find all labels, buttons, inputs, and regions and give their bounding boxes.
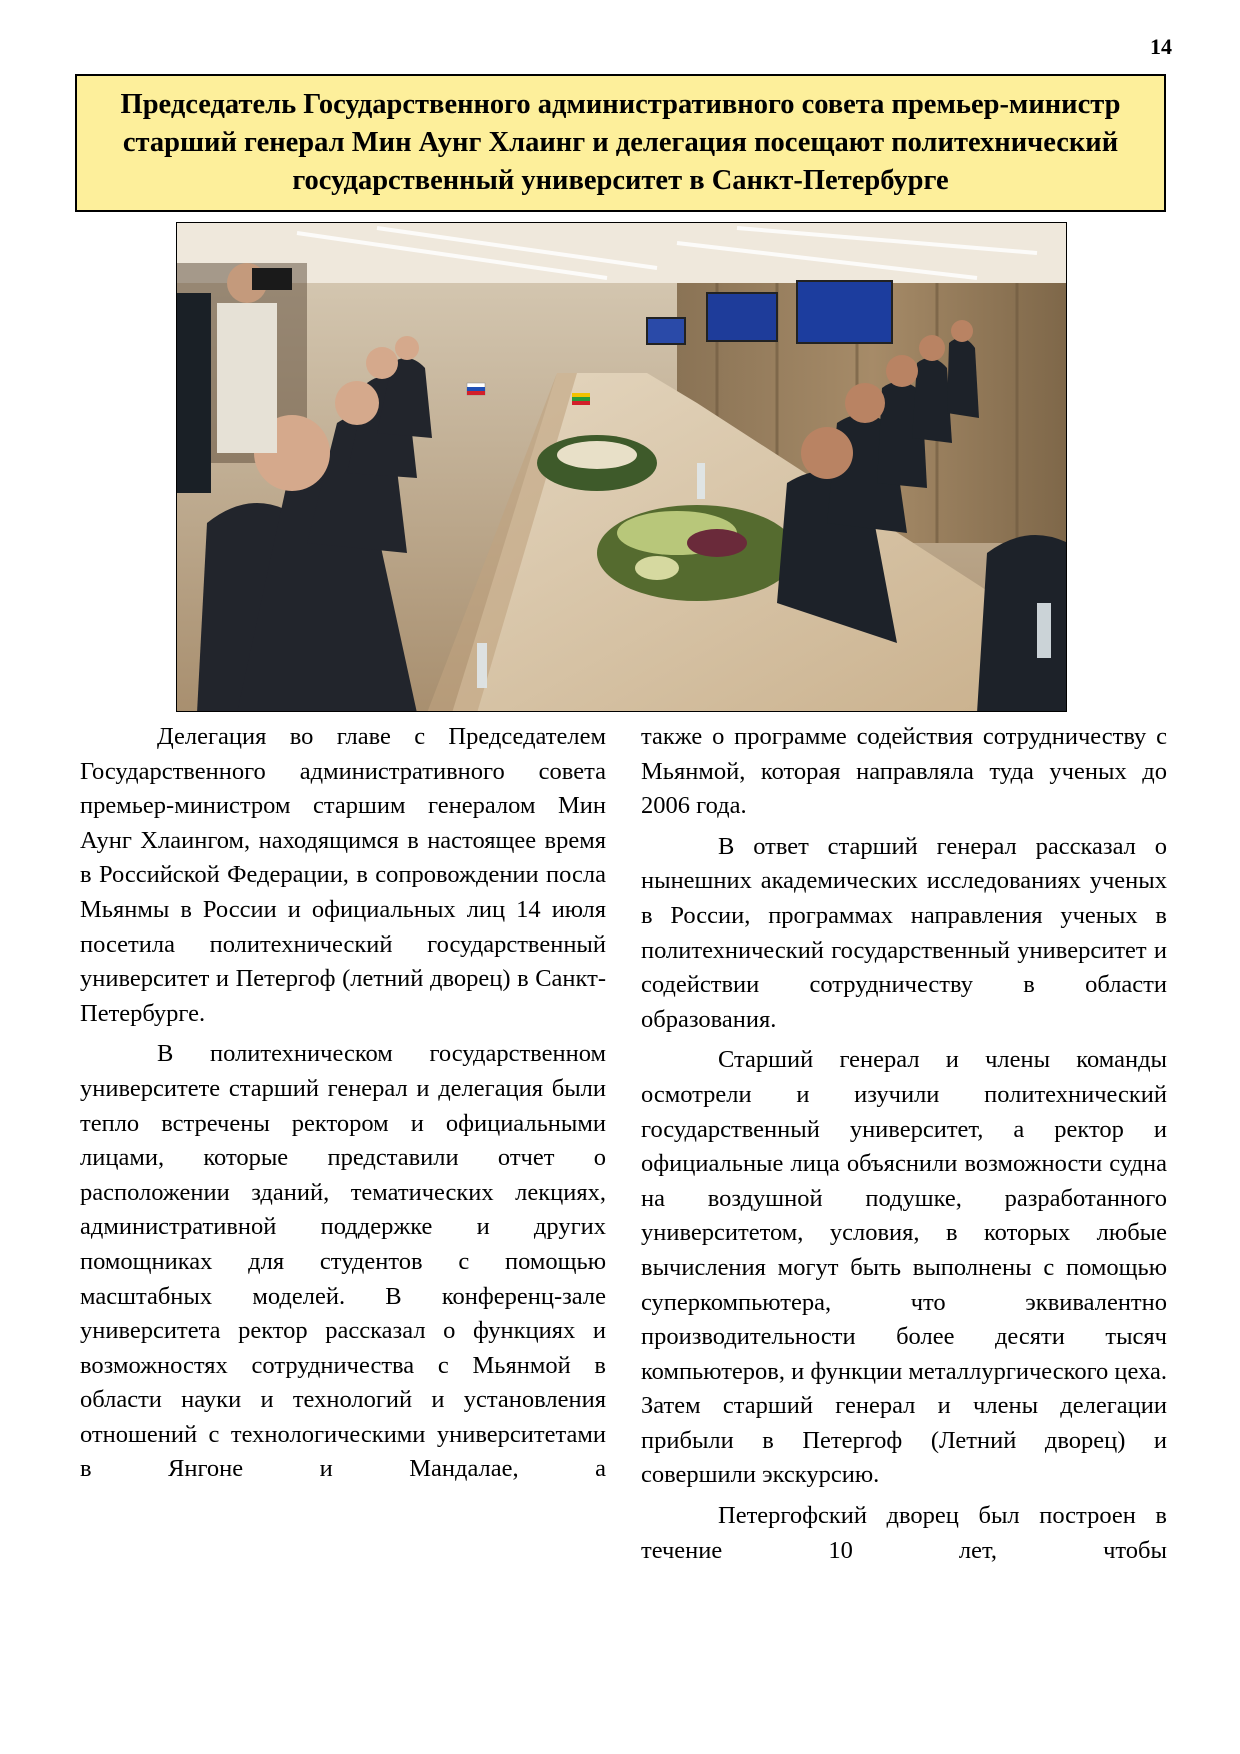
paragraph: В политехническом государственном университете старший генерал и делегация были тепло встречены ректором и официальными лицами, которые представили отчет о расположении зданий, тематических лекциях, административной поддержке и других помощниках для студентов с помощью масштабных моделей. В конференц-зале университета ректор рассказал о функциях и возможностях сотрудничества с Мьянмой в области науки и технологий и установления отношений с технологическими университетами в Янгоне и Мандалае, а bbox=[80, 1040, 606, 1483]
page-number: 14 bbox=[1150, 34, 1172, 59]
paragraph: также о программе содействия сотрудничеству с Мьянмой, которая направляла туда ученых до 2006 года. bbox=[641, 723, 1167, 820]
article-title-box bbox=[75, 74, 1166, 212]
paragraph: Старший генерал и члены команды осмотрели и изучили политехнический государственный университет, а ректор и официальные лица объяснили возможности судна на воздушной подушке, разработанного университетом, условия, в которых любые вычисления могут быть выполнены с помощью суперкомпьютера, что эквивалентно производительности более десяти тысяч компьютеров, и функции металлургического цеха. Затем старший генерал и члены делегации прибыли в Петергоф (Летний дворец) и совершили экскурсию. bbox=[641, 1046, 1167, 1489]
paragraph: Делегация во главе с Председателем Государственного административного совета премьер-министром старшим генералом Мин Аунг Хлаингом, находящимся в настоящее время в Российской Федерации, в сопровождении посла Мьянмы в России и официальных лиц 14 июля посетила политехнический государственный университет и Петергоф (летний дворец) в Санкт-Петербурге. bbox=[80, 723, 606, 1027]
meeting-photo bbox=[176, 222, 1067, 712]
paragraph: В ответ старший генерал рассказал о нынешних академических исследованиях ученых в России, программах направления ученых в политехнический государственный университет и содействии сотрудничеству в области образования. bbox=[641, 832, 1167, 1033]
paragraph: Петергофский дворец был построен в течение 10 лет, чтобы bbox=[641, 1502, 1167, 1564]
article-title: Председатель Государственного административного совета премьер-министр старший генерал Мин Аунг Хлаинг и делегация посещают политехнический государственный университет в Санкт-Петербурге bbox=[120, 89, 1121, 196]
right-text-column bbox=[641, 720, 1167, 1574]
left-text-column bbox=[80, 720, 606, 1493]
